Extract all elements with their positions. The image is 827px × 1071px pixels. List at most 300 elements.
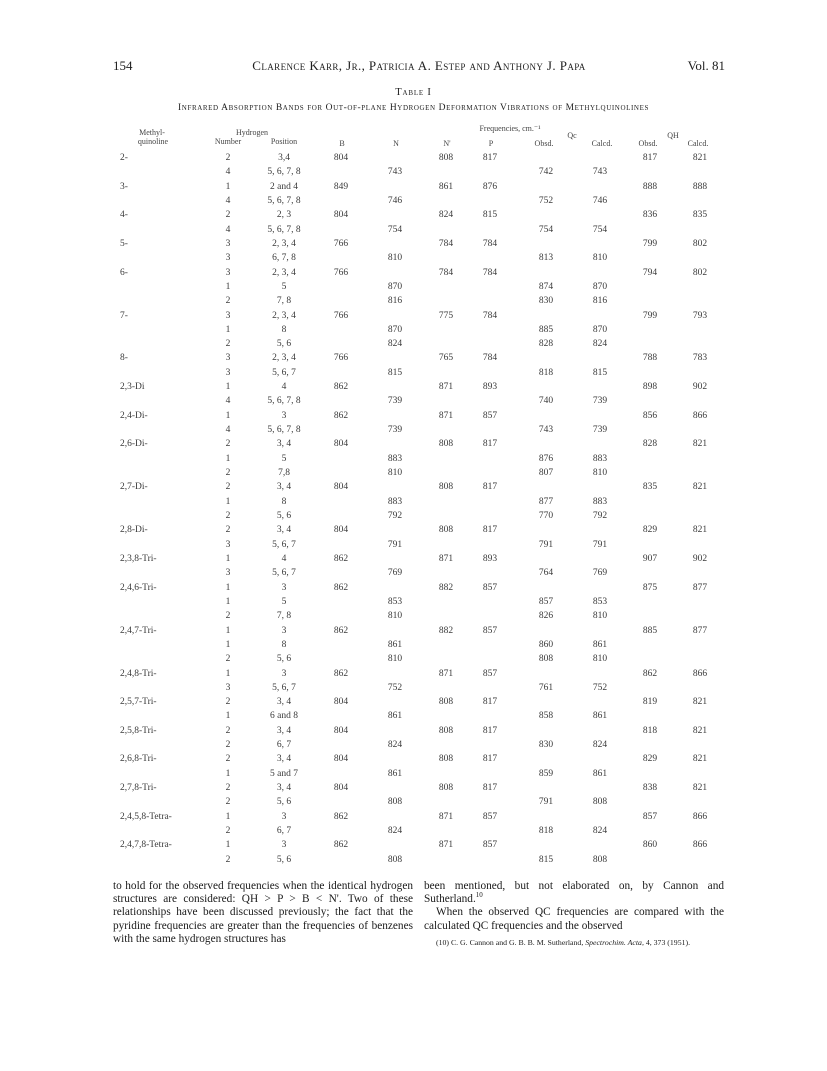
table-cell-qcc: 861 xyxy=(592,711,608,722)
page-number: 154 xyxy=(113,58,133,73)
methylquinoline-name: 2,3-Di xyxy=(120,382,145,393)
table-cell-qco: 859 xyxy=(538,768,554,779)
table-cell-qcc: 861 xyxy=(592,639,608,650)
footnote-journal: Spectrochim. Acta, xyxy=(585,937,644,947)
table-cell-qco: 828 xyxy=(538,339,554,350)
table-cell-Np: 808 xyxy=(438,482,454,493)
table-cell-num: 2 xyxy=(225,339,231,350)
table-cell-N: 743 xyxy=(387,167,403,178)
table-cell-num: 4 xyxy=(225,224,231,235)
table-cell-B: 804 xyxy=(333,525,349,536)
table-cell-pos: 5 xyxy=(281,596,287,607)
table-cell-qhc: 783 xyxy=(692,353,708,364)
table-cell-Np: 871 xyxy=(438,668,454,679)
table-cell-B: 849 xyxy=(333,181,349,192)
table-cell-N: 870 xyxy=(387,324,403,335)
table-cell-qho: 857 xyxy=(642,811,658,822)
table-cell-Np: 808 xyxy=(438,754,454,765)
table-cell-B: 766 xyxy=(333,267,349,278)
table-cell-pos: 5, 6 xyxy=(276,654,292,665)
table-cell-num: 3 xyxy=(225,310,231,321)
table-cell-num: 1 xyxy=(225,840,231,851)
table-cell-Np: 808 xyxy=(438,525,454,536)
table-cell-B: 862 xyxy=(333,410,349,421)
table-cell-N: 824 xyxy=(387,826,403,837)
table-cell-N: 810 xyxy=(387,611,403,622)
table-cell-N: 808 xyxy=(387,854,403,865)
methylquinoline-name: 2,7,8-Tri- xyxy=(120,783,157,794)
table-cell-pos: 3 xyxy=(281,410,287,421)
table-cell-qhc: 821 xyxy=(692,697,708,708)
table-cell-num: 2 xyxy=(225,826,231,837)
table-cell-qco: 743 xyxy=(538,425,554,436)
table-cell-B: 804 xyxy=(333,783,349,794)
table-cell-qhc: 793 xyxy=(692,310,708,321)
table-cell-qhc: 902 xyxy=(692,382,708,393)
table-cell-P: 815 xyxy=(482,210,498,221)
table-cell-N: 816 xyxy=(387,296,403,307)
table-cell-num: 4 xyxy=(225,396,231,407)
table-cell-pos: 2, 3, 4 xyxy=(272,310,296,321)
methylquinoline-name: 2,5,8-Tri- xyxy=(120,725,157,736)
table-cell-qho: 794 xyxy=(642,267,658,278)
table-cell-pos: 7, 8 xyxy=(276,611,292,622)
table-cell-qcc: 824 xyxy=(592,826,608,837)
body-paragraph-continued xyxy=(424,880,724,906)
table-cell-Np: 871 xyxy=(438,410,454,421)
methylquinoline-name: 2,5,7-Tri- xyxy=(120,697,157,708)
table-cell-qco: 761 xyxy=(538,682,554,693)
table-cell-N: 752 xyxy=(387,682,403,693)
table-cell-qcc: 870 xyxy=(592,324,608,335)
table-cell-num: 2 xyxy=(225,611,231,622)
table-cell-qcc: 883 xyxy=(592,453,608,464)
table-cell-pos: 5, 6, 7, 8 xyxy=(267,396,301,407)
table-cell-P: 857 xyxy=(482,668,498,679)
table-cell-qho: 885 xyxy=(642,625,658,636)
table-cell-num: 1 xyxy=(225,582,231,593)
table-cell-qcc: 791 xyxy=(592,539,608,550)
table-cell-qhc: 821 xyxy=(692,525,708,536)
methylquinoline-name: 3- xyxy=(120,181,128,192)
table-cell-qho: 862 xyxy=(642,668,658,679)
table-cell-qco: 830 xyxy=(538,296,554,307)
table-cell-qhc: 821 xyxy=(692,725,708,736)
table-cell-pos: 3, 4 xyxy=(276,783,292,794)
footnote xyxy=(424,938,724,948)
table-cell-num: 2 xyxy=(225,525,231,536)
table-cell-N: 861 xyxy=(387,639,403,650)
table-cell-num: 2 xyxy=(225,754,231,765)
table-cell-qcc: 746 xyxy=(592,195,608,206)
table-cell-qco: 818 xyxy=(538,367,554,378)
table-cell-pos: 8 xyxy=(281,324,287,335)
table-cell-B: 804 xyxy=(333,210,349,221)
header-quinoline: quinoline xyxy=(137,137,169,146)
table-cell-qco: 807 xyxy=(538,468,554,479)
table-cell-qhc: 877 xyxy=(692,625,708,636)
table-cell-B: 766 xyxy=(333,310,349,321)
table-cell-qcc: 816 xyxy=(592,296,608,307)
header-methyl: Methyl- xyxy=(139,128,165,137)
table-cell-N: 861 xyxy=(387,768,403,779)
table-cell-qhc: 866 xyxy=(692,410,708,421)
table-cell-qhc: 866 xyxy=(692,811,708,822)
footnote-citation: 4, 373 (1951). xyxy=(643,937,691,947)
table-cell-qco: 830 xyxy=(538,740,554,751)
table-cell-num: 3 xyxy=(225,253,231,264)
table-cell-num: 1 xyxy=(225,596,231,607)
methylquinoline-name: 2,4,8-Tri- xyxy=(120,668,157,679)
table-cell-num: 2 xyxy=(225,296,231,307)
methylquinoline-name: 6- xyxy=(120,267,128,278)
methylquinoline-name: 2,6-Di- xyxy=(120,439,148,450)
reference-marker: 10 xyxy=(475,891,483,900)
table-cell-qho: 828 xyxy=(642,439,658,450)
table-cell-num: 2 xyxy=(225,725,231,736)
table-cell-qhc: 902 xyxy=(692,553,708,564)
table-cell-qcc: 739 xyxy=(592,425,608,436)
header-p: P xyxy=(488,139,494,148)
table-cell-pos: 5, 6, 7 xyxy=(272,367,296,378)
methylquinoline-name: 2,7-Di- xyxy=(120,482,148,493)
table-cell-pos: 5, 6 xyxy=(276,854,292,865)
table-cell-qho: 829 xyxy=(642,754,658,765)
table-cell-P: 817 xyxy=(482,153,498,163)
table-cell-Np: 871 xyxy=(438,811,454,822)
table-cell-B: 862 xyxy=(333,840,349,851)
header-qh: QH xyxy=(667,131,679,140)
table-cell-Np: 775 xyxy=(438,310,454,321)
table-cell-qho: 875 xyxy=(642,582,658,593)
table-cell-P: 817 xyxy=(482,783,498,794)
table-cell-num: 1 xyxy=(225,711,231,722)
table-cell-num: 2 xyxy=(225,511,231,521)
table-cell-qcc: 861 xyxy=(592,768,608,779)
table-cell-N: 853 xyxy=(387,596,403,607)
table-cell-qco: 885 xyxy=(538,324,554,335)
volume-label: Vol. 81 xyxy=(687,58,725,73)
table-cell-num: 2 xyxy=(225,783,231,794)
table-cell-Np: 861 xyxy=(438,181,454,192)
table-cell-num: 1 xyxy=(225,639,231,650)
table-cell-N: 739 xyxy=(387,396,403,407)
table-cell-pos: 3, 4 xyxy=(276,525,292,536)
table-cell-qco: 826 xyxy=(538,611,554,622)
table-cell-P: 784 xyxy=(482,310,498,321)
header-b: B xyxy=(339,139,345,148)
table-cell-P: 817 xyxy=(482,697,498,708)
table-cell-Np: 882 xyxy=(438,582,454,593)
header-number: Number xyxy=(214,137,242,146)
footnote-authors: (10) C. G. Cannon and G. B. B. M. Sutherland, xyxy=(436,937,586,947)
table-cell-num: 1 xyxy=(225,324,231,335)
table-cell-qco: 770 xyxy=(538,511,554,521)
table-cell-qco: 740 xyxy=(538,396,554,407)
table-cell-qhc: 835 xyxy=(692,210,708,221)
table-cell-P: 876 xyxy=(482,181,498,192)
table-cell-pos: 5, 6, 7, 8 xyxy=(267,425,301,436)
table-cell-pos: 3, 4 xyxy=(276,697,292,708)
table-cell-B: 862 xyxy=(333,625,349,636)
table-cell-P: 784 xyxy=(482,267,498,278)
table-cell-qhc: 802 xyxy=(692,238,708,249)
methylquinoline-name: 2,8-Di- xyxy=(120,525,148,536)
table-cell-pos: 8 xyxy=(281,496,287,507)
table-cell-qcc: 853 xyxy=(592,596,608,607)
table-cell-num: 2 xyxy=(225,210,231,221)
table-cell-num: 1 xyxy=(225,668,231,679)
table-cell-qcc: 883 xyxy=(592,496,608,507)
table-cell-Np: 808 xyxy=(438,725,454,736)
table-cell-qco: 815 xyxy=(538,854,554,865)
table-cell-qhc: 821 xyxy=(692,439,708,450)
methylquinoline-name: 2,4,7-Tri- xyxy=(120,625,157,636)
table-cell-pos: 3,4 xyxy=(278,153,290,163)
table-cell-qcc: 743 xyxy=(592,167,608,178)
table-cell-Np: 882 xyxy=(438,625,454,636)
table-cell-qco: 858 xyxy=(538,711,554,722)
header-n: N xyxy=(393,139,399,148)
table-cell-B: 804 xyxy=(333,754,349,765)
table-cell-qcc: 810 xyxy=(592,654,608,665)
table-cell-P: 784 xyxy=(482,238,498,249)
table-cell-qho: 819 xyxy=(642,697,658,708)
methylquinoline-name: 2,3,8-Tri- xyxy=(120,553,157,564)
table-title: Infrared Absorption Bands for Out-of-plane Hydrogen Deformation Vibrations of Methylquinolines xyxy=(178,103,649,113)
table-cell-pos: 3, 4 xyxy=(276,482,292,493)
table-cell-N: 810 xyxy=(387,654,403,665)
table-cell-N: 883 xyxy=(387,496,403,507)
table-cell-B: 862 xyxy=(333,382,349,393)
table-cell-qho: 838 xyxy=(642,783,658,794)
table-cell-qco: 818 xyxy=(538,826,554,837)
table-cell-num: 1 xyxy=(225,453,231,464)
table-cell-P: 817 xyxy=(482,725,498,736)
table-cell-P: 857 xyxy=(482,410,498,421)
header-position: Position xyxy=(270,137,298,146)
table-cell-pos: 5 xyxy=(281,281,287,292)
body-column-left xyxy=(113,880,413,946)
table-cell-num: 4 xyxy=(225,195,231,206)
table-cell-num: 2 xyxy=(225,153,231,163)
table-cell-qco: 860 xyxy=(538,639,554,650)
table-cell-qhc: 802 xyxy=(692,267,708,278)
methylquinoline-name: 2,4,6-Tri- xyxy=(120,582,157,593)
table-cell-B: 862 xyxy=(333,553,349,564)
table-cell-num: 3 xyxy=(225,267,231,278)
table-cell-qcc: 810 xyxy=(592,468,608,479)
table-cell-pos: 3, 4 xyxy=(276,754,292,765)
table-cell-pos: 4 xyxy=(281,553,287,564)
table-cell-N: 769 xyxy=(387,568,403,579)
table-cell-num: 1 xyxy=(225,181,231,192)
header-qh-calcd: Calcd. xyxy=(687,139,709,148)
table-cell-P: 893 xyxy=(482,553,498,564)
table-cell-Np: 765 xyxy=(438,353,454,364)
table-cell-pos: 8 xyxy=(281,639,287,650)
table-cell-Np: 871 xyxy=(438,840,454,851)
table-cell-P: 817 xyxy=(482,754,498,765)
table-cell-pos: 2, 3, 4 xyxy=(272,353,296,364)
methylquinoline-name: 2,4-Di- xyxy=(120,410,148,421)
table-cell-pos: 5 xyxy=(281,453,287,464)
table-cell-Np: 784 xyxy=(438,267,454,278)
table-cell-P: 857 xyxy=(482,840,498,851)
table-cell-qco: 752 xyxy=(538,195,554,206)
table-cell-Np: 784 xyxy=(438,238,454,249)
table-cell-qho: 907 xyxy=(642,553,658,564)
table-cell-qcc: 870 xyxy=(592,281,608,292)
methylquinoline-name: 2- xyxy=(120,153,128,163)
table-cell-num: 2 xyxy=(225,740,231,751)
table-cell-P: 857 xyxy=(482,811,498,822)
table-cell-pos: 5, 6, 7 xyxy=(272,682,296,693)
table-cell-pos: 5, 6, 7, 8 xyxy=(267,224,301,235)
table-cell-pos: 4 xyxy=(281,382,287,393)
table-cell-B: 804 xyxy=(333,697,349,708)
table-cell-pos: 5, 6 xyxy=(276,797,292,808)
table-cell-qcc: 824 xyxy=(592,740,608,751)
table-cell-num: 3 xyxy=(225,353,231,364)
table-cell-pos: 3 xyxy=(281,625,287,636)
table-cell-qcc: 792 xyxy=(592,511,608,521)
table-cell-num: 3 xyxy=(225,539,231,550)
body-text: been mentioned, but not elaborated on, by Cannon and Sutherland. xyxy=(424,880,724,906)
table-cell-qcc: 754 xyxy=(592,224,608,235)
table-cell-pos: 5, 6 xyxy=(276,511,292,521)
header-hydrogen: Hydrogen xyxy=(236,128,268,137)
table-cell-N: 861 xyxy=(387,711,403,722)
table-cell-pos: 3, 4 xyxy=(276,725,292,736)
table-cell-pos: 6, 7, 8 xyxy=(272,253,296,264)
table-cell-P: 817 xyxy=(482,482,498,493)
table-cell-B: 804 xyxy=(333,439,349,450)
table-cell-qho: 860 xyxy=(642,840,658,851)
author-line: Clarence Karr, Jr., Patricia A. Estep and Anthony J. Papa xyxy=(252,58,586,73)
table-cell-P: 817 xyxy=(482,525,498,536)
methylquinoline-name: 2,6,8-Tri- xyxy=(120,754,157,765)
methylquinoline-name: 8- xyxy=(120,353,128,364)
table-cell-pos: 7,8 xyxy=(278,468,290,479)
table-cell-qco: 764 xyxy=(538,568,554,579)
table-cell-num: 1 xyxy=(225,625,231,636)
table-cell-B: 862 xyxy=(333,668,349,679)
table-cell-Np: 808 xyxy=(438,153,454,163)
table-cell-pos: 6, 7 xyxy=(276,826,292,837)
table-cell-num: 1 xyxy=(225,410,231,421)
header-n-prime: N' xyxy=(443,139,451,148)
table-cell-Np: 871 xyxy=(438,382,454,393)
table-cell-pos: 5, 6 xyxy=(276,339,292,350)
table-cell-P: 784 xyxy=(482,353,498,364)
table-cell-num: 3 xyxy=(225,568,231,579)
table-cell-qcc: 808 xyxy=(592,854,608,865)
table-cell-qcc: 752 xyxy=(592,682,608,693)
table-cell-num: 4 xyxy=(225,167,231,178)
header-qc-calcd: Calcd. xyxy=(591,139,613,148)
table-cell-B: 766 xyxy=(333,353,349,364)
table-cell-num: 3 xyxy=(225,682,231,693)
table-cell-Np: 808 xyxy=(438,439,454,450)
header-qc: Qc xyxy=(567,131,577,140)
table-cell-qcc: 824 xyxy=(592,339,608,350)
table-cell-num: 1 xyxy=(225,768,231,779)
table-cell-pos: 3, 4 xyxy=(276,439,292,450)
table-cell-qho: 799 xyxy=(642,310,658,321)
table-cell-qco: 876 xyxy=(538,453,554,464)
table-cell-qho: 817 xyxy=(642,153,658,163)
methylquinoline-name: 4- xyxy=(120,210,128,221)
table-cell-num: 2 xyxy=(225,468,231,479)
table-cell-pos: 7, 8 xyxy=(276,296,292,307)
table-cell-num: 4 xyxy=(225,425,231,436)
body-column-right xyxy=(424,880,724,948)
header-frequencies: Frequencies, cm.⁻¹ xyxy=(479,124,541,133)
table-cell-N: 870 xyxy=(387,281,403,292)
table-cell-B: 862 xyxy=(333,811,349,822)
methylquinoline-name: 7- xyxy=(120,310,128,321)
table-label: Table I xyxy=(395,87,432,98)
table-cell-P: 857 xyxy=(482,582,498,593)
table-cell-B: 862 xyxy=(333,582,349,593)
table-cell-qho: 898 xyxy=(642,382,658,393)
table-cell-Np: 808 xyxy=(438,783,454,794)
table-cell-pos: 3 xyxy=(281,668,287,679)
table-cell-pos: 5, 6, 7 xyxy=(272,568,296,579)
table-cell-qho: 799 xyxy=(642,238,658,249)
table-cell-pos: 5 and 7 xyxy=(270,768,298,779)
table-cell-num: 2 xyxy=(225,654,231,665)
table-cell-N: 815 xyxy=(387,367,403,378)
table-cell-qcc: 739 xyxy=(592,396,608,407)
table-cell-qco: 791 xyxy=(538,539,554,550)
table-cell-qhc: 866 xyxy=(692,840,708,851)
table-cell-pos: 6 and 8 xyxy=(270,711,298,722)
table-cell-num: 1 xyxy=(225,382,231,393)
table-cell-pos: 3 xyxy=(281,582,287,593)
table-cell-qhc: 877 xyxy=(692,582,708,593)
table-cell-num: 1 xyxy=(225,553,231,564)
table-cell-qhc: 888 xyxy=(692,181,708,192)
table-cell-P: 817 xyxy=(482,439,498,450)
table-cell-pos: 2 and 4 xyxy=(270,181,298,192)
table-cell-N: 754 xyxy=(387,224,403,235)
table-cell-qco: 877 xyxy=(538,496,554,507)
table-cell-N: 746 xyxy=(387,195,403,206)
table-cell-qcc: 810 xyxy=(592,611,608,622)
table-cell-qho: 835 xyxy=(642,482,658,493)
table-cell-qho: 829 xyxy=(642,525,658,536)
body-paragraph: When the observed QC frequencies are compared with the calculated QC frequencies and the observed xyxy=(424,906,724,932)
table-cell-Np: 808 xyxy=(438,697,454,708)
table-cell-N: 808 xyxy=(387,797,403,808)
table-cell-pos: 2, 3, 4 xyxy=(272,267,296,278)
table-cell-num: 1 xyxy=(225,811,231,822)
table-cell-num: 2 xyxy=(225,697,231,708)
table-cell-P: 857 xyxy=(482,625,498,636)
table-cell-qco: 874 xyxy=(538,281,554,292)
table-cell-num: 1 xyxy=(225,496,231,507)
table-cell-pos: 2, 3, 4 xyxy=(272,238,296,249)
table-cell-qco: 754 xyxy=(538,224,554,235)
table-cell-num: 2 xyxy=(225,854,231,865)
table-cell-pos: 3 xyxy=(281,840,287,851)
table-cell-pos: 5, 6, 7, 8 xyxy=(267,167,301,178)
table-cell-qco: 857 xyxy=(538,596,554,607)
table-cell-pos: 2, 3 xyxy=(276,210,292,221)
table-cell-B: 804 xyxy=(333,482,349,493)
